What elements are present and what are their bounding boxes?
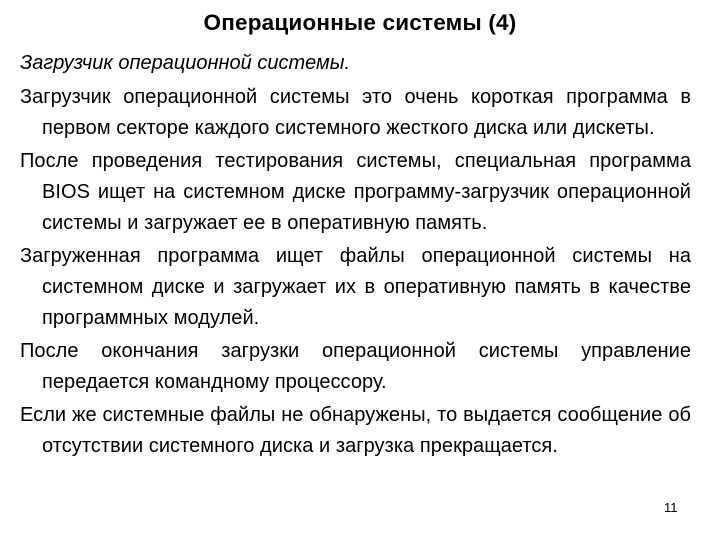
slide-subtitle: Загрузчик операционной системы. [20, 52, 351, 74]
slide-title: Операционные системы (4) [203, 10, 517, 35]
paragraph-load-modules: Загруженная программа ищет файлы операционной системы на системном диске и загружает их в оперативную память в качестве программных модулей. [20, 245, 691, 329]
page-number: 11 [664, 500, 678, 515]
slide-body [20, 82, 691, 464]
paragraph-bios-search: После проведения тестирования системы, специальная программа BIOS ищет на системном диске программу-загрузчик операционной системы и загружает ее в оперативную память. [20, 150, 691, 234]
paragraph-missing-files: Если же системные файлы не обнаружены, то выдается сообщение об отсутствии системного диска и загрузка прекращается. [20, 404, 691, 457]
paragraph-command-processor: После окончания загрузки операционной системы управление передается командному процессору. [20, 340, 691, 393]
paragraph-bootloader-definition: Загрузчик операционной системы это очень короткая программа в первом секторе каждого системного жесткого диска или дискеты. [20, 86, 691, 139]
